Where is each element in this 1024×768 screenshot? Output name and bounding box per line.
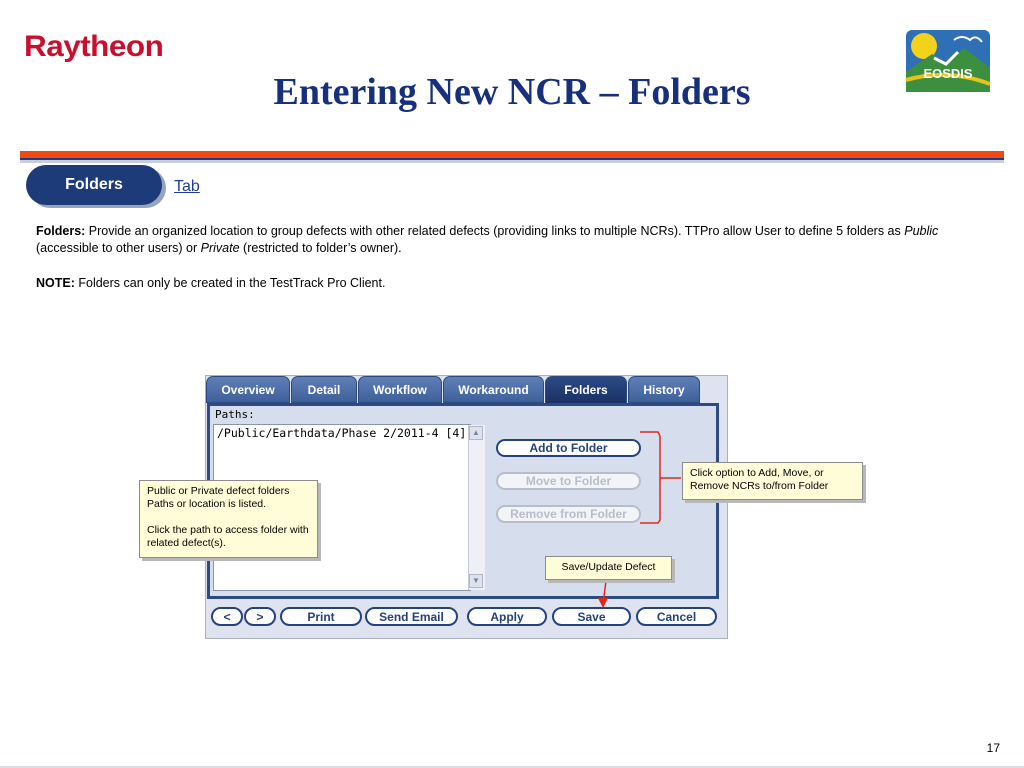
raytheon-logo: Raytheon	[24, 30, 164, 63]
scroll-down-icon[interactable]: ▼	[469, 574, 483, 588]
eosdis-logo-text: EOSDIS	[923, 66, 973, 81]
desc-part-b: (accessible to other users) or	[36, 241, 201, 255]
paths-label: Paths:	[215, 408, 255, 421]
bracket-icon	[640, 432, 660, 523]
prev-button[interactable]: <	[211, 607, 243, 626]
add-to-folder-button[interactable]: Add to Folder	[496, 439, 641, 457]
desc-part-c: (restricted to folder’s owner).	[239, 241, 402, 255]
tab-workflow[interactable]: Workflow	[358, 376, 442, 403]
send-email-button[interactable]: Send Email	[365, 607, 458, 626]
print-button[interactable]: Print	[280, 607, 362, 626]
path-item[interactable]: /Public/Earthdata/Phase 2/2011-4 [4]	[217, 426, 467, 440]
public-term: Public	[904, 224, 939, 238]
tab-folders[interactable]: Folders	[545, 376, 627, 404]
cancel-button[interactable]: Cancel	[636, 607, 717, 626]
apply-button[interactable]: Apply	[467, 607, 547, 626]
note-body: Folders can only be created in the TestTrack Pro Client.	[74, 276, 386, 290]
remove-from-folder-button[interactable]: Remove from Folder	[496, 505, 641, 523]
move-to-folder-button[interactable]: Move to Folder	[496, 472, 641, 490]
page-number: 17	[986, 741, 1000, 755]
next-button[interactable]: >	[244, 607, 276, 626]
save-button[interactable]: Save	[552, 607, 631, 626]
tab-detail[interactable]: Detail	[291, 376, 357, 403]
tab-workaround[interactable]: Workaround	[443, 376, 544, 403]
scroll-up-icon[interactable]: ▲	[469, 426, 483, 440]
arrow-head-icon	[598, 598, 608, 608]
private-term: Private	[200, 241, 240, 255]
page-title: Entering New NCR – Folders	[273, 71, 751, 113]
folders-term: Folders:	[36, 224, 86, 238]
callout-save: Save/Update Defect	[545, 556, 672, 580]
callout-paths-line2: Click the path to access folder with related defect(s).	[147, 524, 309, 549]
callout-paths-line1: Public or Private defect folders Paths or location is listed.	[147, 485, 290, 510]
callout-paths	[139, 480, 318, 558]
folders-pill: Folders	[26, 165, 162, 205]
desc-part-a: Provide an organized location to group defects with other related defects (providing links to multiple NCRs). TTPro allow User to define 5 folders as	[85, 224, 905, 238]
tab-link[interactable]: Tab	[174, 178, 200, 195]
tab-overview[interactable]: Overview	[206, 376, 290, 403]
callout-folder-options: Click option to Add, Move, or Remove NCRs to/from Folder	[682, 462, 863, 500]
note-label: NOTE:	[36, 276, 75, 290]
tab-history[interactable]: History	[628, 376, 700, 403]
